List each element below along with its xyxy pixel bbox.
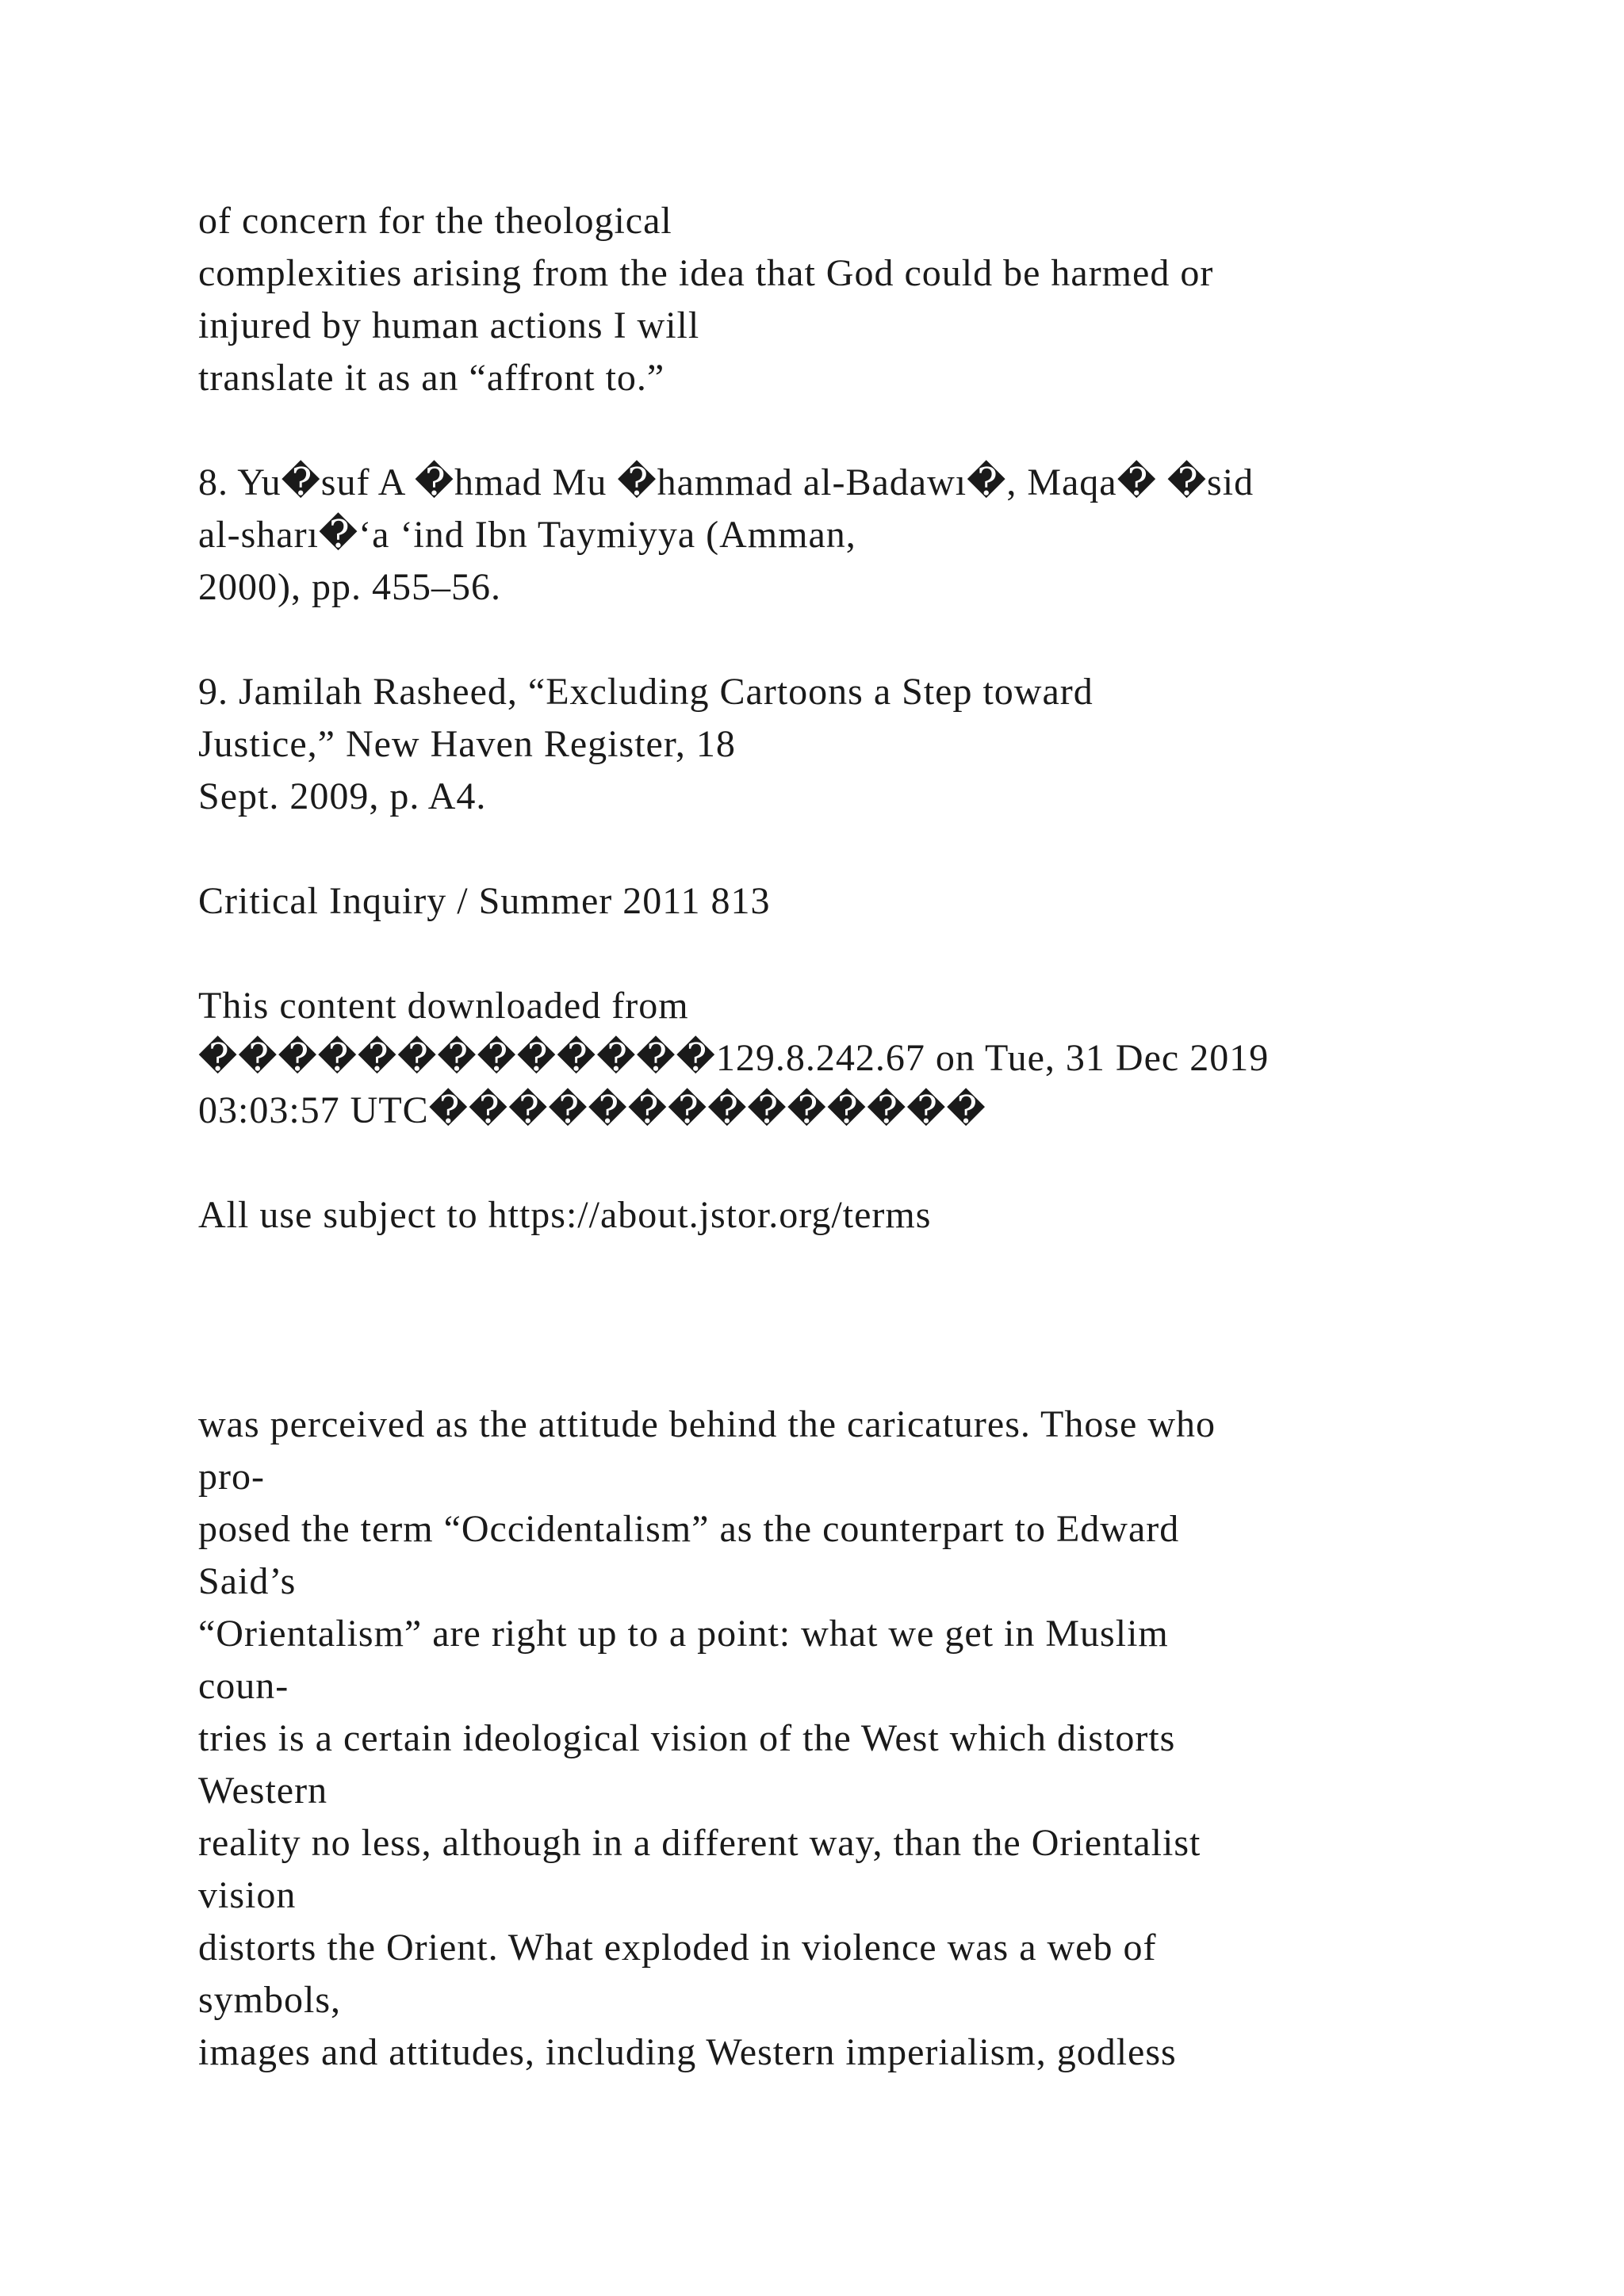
text-line: Western: [198, 1770, 328, 1812]
text-line: vision: [198, 1874, 297, 1916]
text-line: “Orientalism” are right up to a point: what we get in Muslim: [198, 1613, 1169, 1655]
text-line: complexities arising from the idea that God could be harmed or: [198, 252, 1214, 294]
footnote-9: [198, 666, 1435, 823]
text-line: �������������129.8.242.67 on Tue, 31 Dec 2019: [198, 1037, 1270, 1079]
text-line: coun-: [198, 1665, 289, 1707]
text-line: posed the term “Occidentalism” as the counterpart to Edward: [198, 1508, 1180, 1550]
text-line: Justice,” New Haven Register, 18: [198, 723, 736, 765]
body-paragraph: [198, 1399, 1435, 2079]
text-line: injured by human actions I will: [198, 304, 700, 346]
spacer: [198, 1137, 1435, 1189]
text-line: This content downloaded from: [198, 985, 689, 1027]
terms-notice: All use subject to https://about.jstor.org/terms: [198, 1194, 932, 1236]
text-line: 03:03:57 UTC��������������: [198, 1089, 986, 1131]
footnote-8: [198, 457, 1435, 614]
paragraph-continuation: [198, 195, 1435, 404]
text-line: symbols,: [198, 1979, 342, 2021]
page-footer: Critical Inquiry / Summer 2011 813: [198, 880, 771, 922]
spacer: [198, 928, 1435, 980]
text-line: Sept. 2009, p. A4.: [198, 775, 487, 817]
spacer: [198, 823, 1435, 875]
text-line: translate it as an “affront to.”: [198, 357, 665, 399]
document-page: [198, 195, 1435, 2079]
text-line: reality no less, although in a different way, than the Orientalist: [198, 1822, 1201, 1864]
text-line: images and attitudes, including Western imperialism, godless: [198, 2031, 1177, 2073]
download-notice: [198, 980, 1435, 1137]
spacer: [198, 614, 1435, 666]
text-line: 2000), pp. 455–56.: [198, 566, 501, 608]
text-line: tries is a certain ideological vision of the West which distorts: [198, 1717, 1176, 1759]
spacer: [198, 1242, 1435, 1399]
text-line: Said’s: [198, 1560, 297, 1602]
text-line: 9. Jamilah Rasheed, “Excluding Cartoons a Step toward: [198, 671, 1094, 713]
text-line: was perceived as the attitude behind the caricatures. Those who: [198, 1403, 1216, 1445]
text-line: 8. Yu�suf A �hmad Mu �hammad al-Badawı�, Maqa� �sid: [198, 461, 1254, 503]
text-line: distorts the Orient. What exploded in violence was a web of: [198, 1927, 1157, 1969]
spacer: [198, 404, 1435, 457]
text-line: al-sharı�‘a ‘ind Ibn Taymiyya (Amman,: [198, 514, 856, 556]
text-line: pro-: [198, 1456, 265, 1498]
text-line: of concern for the theological: [198, 200, 672, 242]
